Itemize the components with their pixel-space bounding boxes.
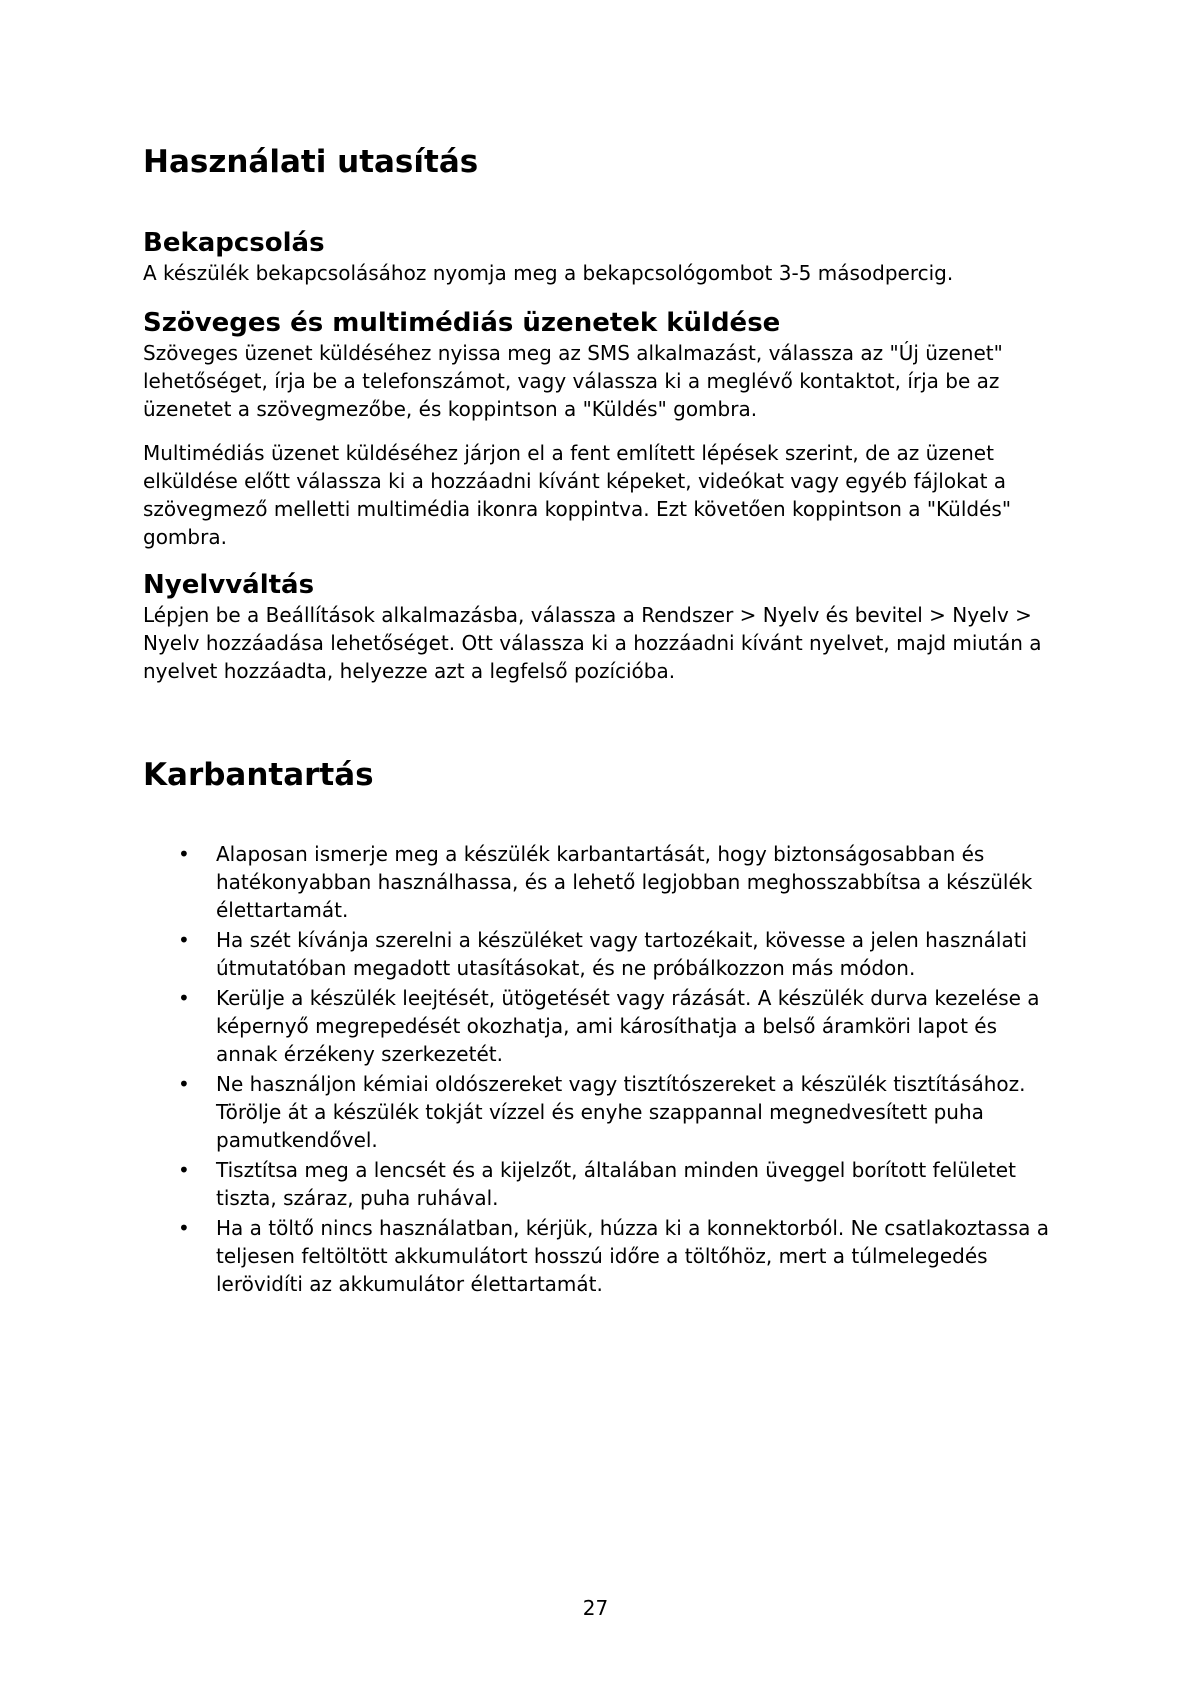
list-item-text: Kerülje a készülék leejtését, ütögetését vagy rázását. A készülék durva kezelése a képernyő megrepedését okozhatja, ami károsíthatja a belső áramköri lapot és annak érzékeny szerkezetét. bbox=[216, 986, 1040, 1066]
list-item-text: Ha a töltő nincs használatban, kérjük, húzza ki a konnektorból. Ne csatlakoztassa a teljesen feltöltött akkumulátort hosszú időre a töltőhöz, mert a túlmelegedés lerövidíti az akkumulátor élettartamát. bbox=[216, 1216, 1049, 1296]
maintenance-list bbox=[143, 840, 1063, 1300]
bullet-icon: • bbox=[178, 842, 190, 866]
bullet-icon: • bbox=[178, 1072, 190, 1096]
list-item-text: Alaposan ismerje meg a készülék karbantartását, hogy biztonságosabban és hatékonyabban használhassa, és a lehető legjobban meghosszabbítsa a készülék élettartamát. bbox=[216, 842, 1033, 922]
page-number: 27 bbox=[582, 1596, 609, 1620]
paragraph: Lépjen be a Beállítások alkalmazásba, válassza a Rendszer > Nyelv és bevitel > Nyelv > Nyelv hozzáadása lehetőséget. Ott válassza ki a hozzáadni kívánt nyelvet, majd miután a nyelvet hozzáadta, helyezze azt a legfelső pozícióba. bbox=[143, 603, 1042, 683]
list-item-text: Ne használjon kémiai oldószereket vagy tisztítószereket a készülék tisztításához. Törölje át a készülék tokját vízzel és enyhe szappannal megnedvesített puha pamutkendővel. bbox=[216, 1072, 1026, 1152]
section-heading: Bekapcsolás bbox=[143, 228, 325, 258]
section-heading: Nyelvváltás bbox=[143, 570, 315, 600]
list-item-text: Ha szét kívánja szerelni a készüléket vagy tartozékait, kövesse a jelen használati útmutatóban megadott utasításokat, és ne próbálkozzon más módon. bbox=[216, 928, 1028, 980]
section-language bbox=[143, 569, 1063, 685]
section-messages bbox=[143, 307, 1063, 551]
list-item bbox=[143, 1070, 1063, 1154]
list-item bbox=[143, 1214, 1063, 1298]
paragraph: A készülék bekapcsolásához nyomja meg a bekapcsológombot 3-5 másodpercig. bbox=[143, 261, 954, 285]
bullet-icon: • bbox=[178, 986, 190, 1010]
paragraph: Szöveges üzenet küldéséhez nyissa meg az SMS alkalmazást, válassza az "Új üzenet" lehetőséget, írja be a telefonszámot, vagy válassza ki a meglévő kontaktot, írja be az üzenetet a szövegmezőbe, és koppintson a "Küldés" gombra. bbox=[143, 341, 1003, 421]
bullet-icon: • bbox=[178, 928, 190, 952]
usage-title: Használati utasítás bbox=[143, 144, 479, 180]
bullet-icon: • bbox=[178, 1216, 190, 1240]
bullet-icon: • bbox=[178, 1158, 190, 1182]
list-item bbox=[143, 840, 1063, 924]
paragraph: Multimédiás üzenet küldéséhez járjon el a fent említett lépések szerint, de az üzenet elküldése előtt válassza ki a hozzáadni kívánt képeket, videókat vagy egyéb fájlokat a szövegmező melletti multimédia ikonra koppintva. Ezt követően koppintson a "Küldés" gombra. bbox=[143, 441, 1012, 549]
section-heading: Szöveges és multimédiás üzenetek küldése bbox=[143, 308, 781, 338]
list-item bbox=[143, 1156, 1063, 1212]
list-item bbox=[143, 926, 1063, 982]
section-power-on bbox=[143, 227, 1063, 287]
list-item-text: Tisztítsa meg a lencsét és a kijelzőt, általában minden üveggel borított felületet tiszta, száraz, puha ruhával. bbox=[216, 1158, 1016, 1210]
maintenance-title: Karbantartás bbox=[143, 757, 374, 793]
list-item bbox=[143, 984, 1063, 1068]
